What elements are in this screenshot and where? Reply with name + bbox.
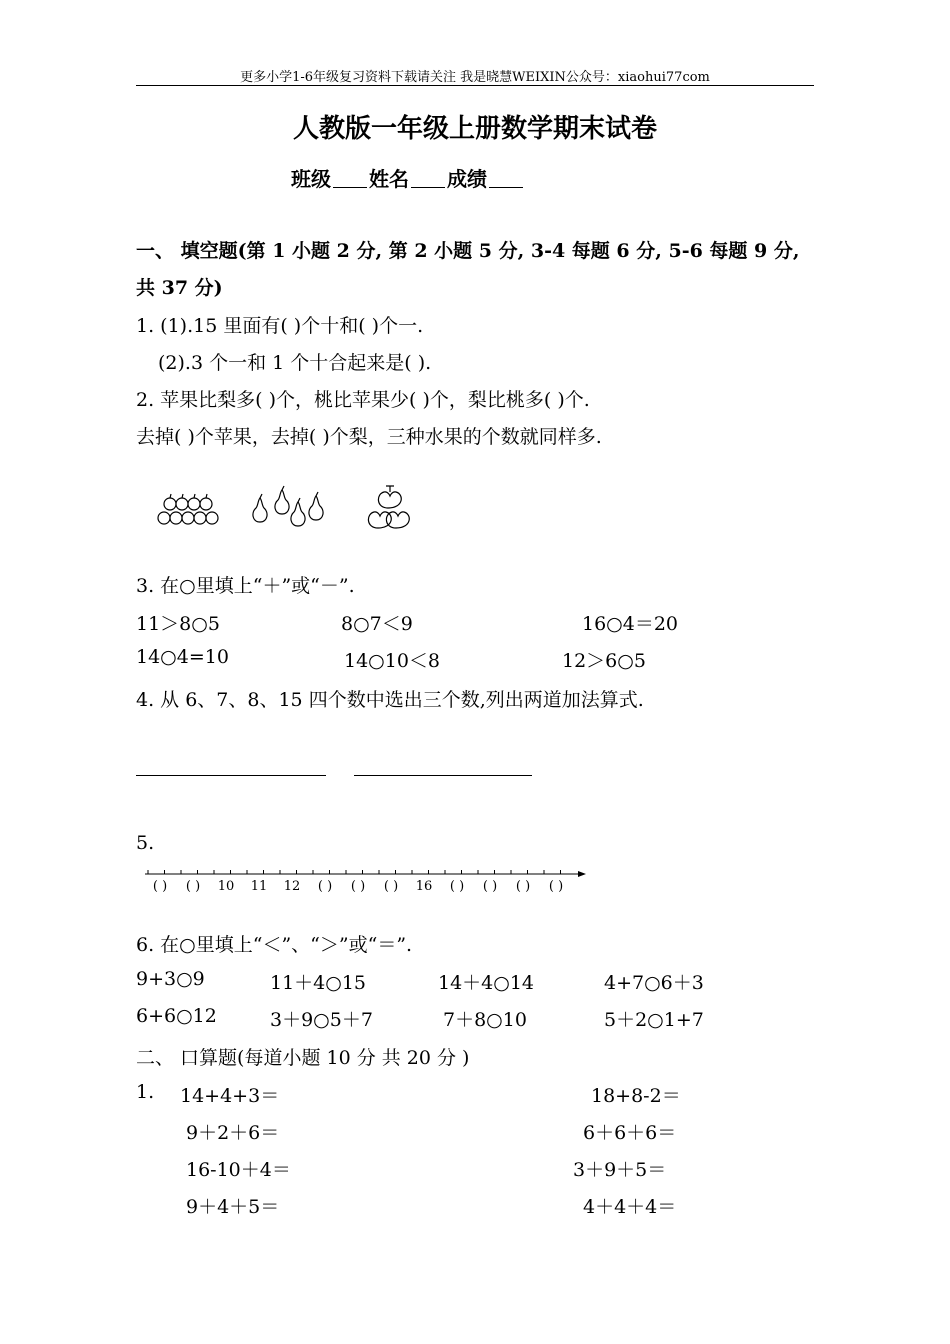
name-label: 姓名 [369, 167, 409, 191]
q6-item: 7＋8○10 [443, 1009, 527, 1031]
mental-math-item: 9＋2＋6＝ [186, 1122, 280, 1144]
q3-item: 12＞6○5 [562, 650, 646, 672]
q6-item: 6+6○12 [136, 1005, 217, 1027]
q3-item: 14○4=10 [136, 646, 229, 668]
number-line-label: ( ) [185, 879, 201, 894]
mental-math-item: 3＋9＋5＝ [573, 1159, 667, 1181]
apples-icon [158, 494, 218, 524]
pears-icon [253, 486, 323, 526]
number-line-label: ( ) [152, 879, 168, 894]
mental-math-item: 6＋6＋6＝ [583, 1122, 677, 1144]
s2-q1-label: 1. [136, 1081, 155, 1103]
q3-prompt: 3. 在○里填上“＋”或“－”. [136, 575, 355, 597]
number-line-label: ( ) [515, 879, 531, 894]
number-line-label: ( ) [383, 879, 399, 894]
q6-item: 14＋4○14 [438, 972, 535, 994]
q1-part1: 1. (1).15 里面有( )个十和( )个一. [136, 315, 424, 337]
section2-heading: 二、 口算题(每道小题 10 分 共 20 分 ) [136, 1047, 470, 1069]
q3-item: 16○4＝20 [582, 613, 679, 635]
q2-line2: 去掉( )个苹果，去掉( )个梨，三种水果的个数就同样多. [136, 426, 602, 448]
number-line [140, 864, 590, 894]
fruit-illustration [150, 478, 430, 534]
number-line-arrow-icon [578, 871, 586, 877]
q3-item: 14○10＜8 [344, 650, 441, 672]
mental-math-item: 4＋4＋4＝ [583, 1196, 677, 1218]
number-line-label: 16 [415, 879, 433, 894]
mental-math-item: 14+4+3＝ [180, 1085, 280, 1107]
q3-item: 8○7＜9 [341, 613, 413, 635]
q4-answer-blank-2[interactable] [354, 775, 532, 776]
q6-item: 4+7○6＋3 [604, 972, 704, 994]
score-label: 成绩 [447, 167, 487, 191]
q1-part2: (2).3 个一和 1 个十合起来是( ). [158, 352, 432, 374]
q3-item: 11＞8○5 [136, 613, 220, 635]
score-blank[interactable] [489, 169, 523, 188]
q6-item: 9+3○9 [136, 968, 205, 990]
student-info [291, 163, 525, 192]
section1-heading: 一、 填空题(第 1 小题 2 分, 第 2 小题 5 分, 3-4 每题 6 分, 5-6 每题 9 分, [136, 240, 800, 262]
q5-label: 5. [136, 832, 155, 854]
number-line-label: ( ) [482, 879, 498, 894]
name-blank[interactable] [411, 169, 445, 188]
class-blank[interactable] [333, 169, 367, 188]
page-title: 人教版一年级上册数学期末试卷 [292, 114, 657, 144]
q4-prompt: 4. 从 6、7、8、15 四个数中选出三个数,列出两道加法算式. [136, 689, 644, 711]
q2-line1: 2. 苹果比梨多( )个，桃比苹果少( )个，梨比桃多( )个. [136, 389, 590, 411]
number-line-label: ( ) [317, 879, 333, 894]
header-rule [136, 85, 814, 86]
number-line-label: 11 [250, 879, 268, 894]
q6-item: 11＋4○15 [270, 972, 367, 994]
section1-heading-cont: 共 37 分) [136, 277, 223, 299]
mental-math-item: 18+8-2＝ [591, 1085, 681, 1107]
mental-math-item: 9＋4＋5＝ [186, 1196, 280, 1218]
q6-item: 5＋2○1+7 [604, 1009, 704, 1031]
header-note: 更多小学1-6年级复习资料下载请关注 我是晓慧WEIXIN公众号：xiaohui77com [240, 70, 710, 85]
q6-item: 3＋9○5＋7 [270, 1009, 373, 1031]
q4-answer-blank-1[interactable] [136, 775, 326, 776]
peaches-icon [368, 486, 409, 528]
number-line-label: ( ) [350, 879, 366, 894]
number-line-label: ( ) [548, 879, 564, 894]
class-label: 班级 [291, 167, 331, 191]
number-line-label: ( ) [449, 879, 465, 894]
mental-math-item: 16-10＋4＝ [186, 1159, 291, 1181]
number-line-label: 12 [283, 879, 301, 894]
number-line-label: 10 [217, 879, 235, 894]
q6-prompt: 6. 在○里填上“＜”、“＞”或“＝”. [136, 934, 413, 956]
